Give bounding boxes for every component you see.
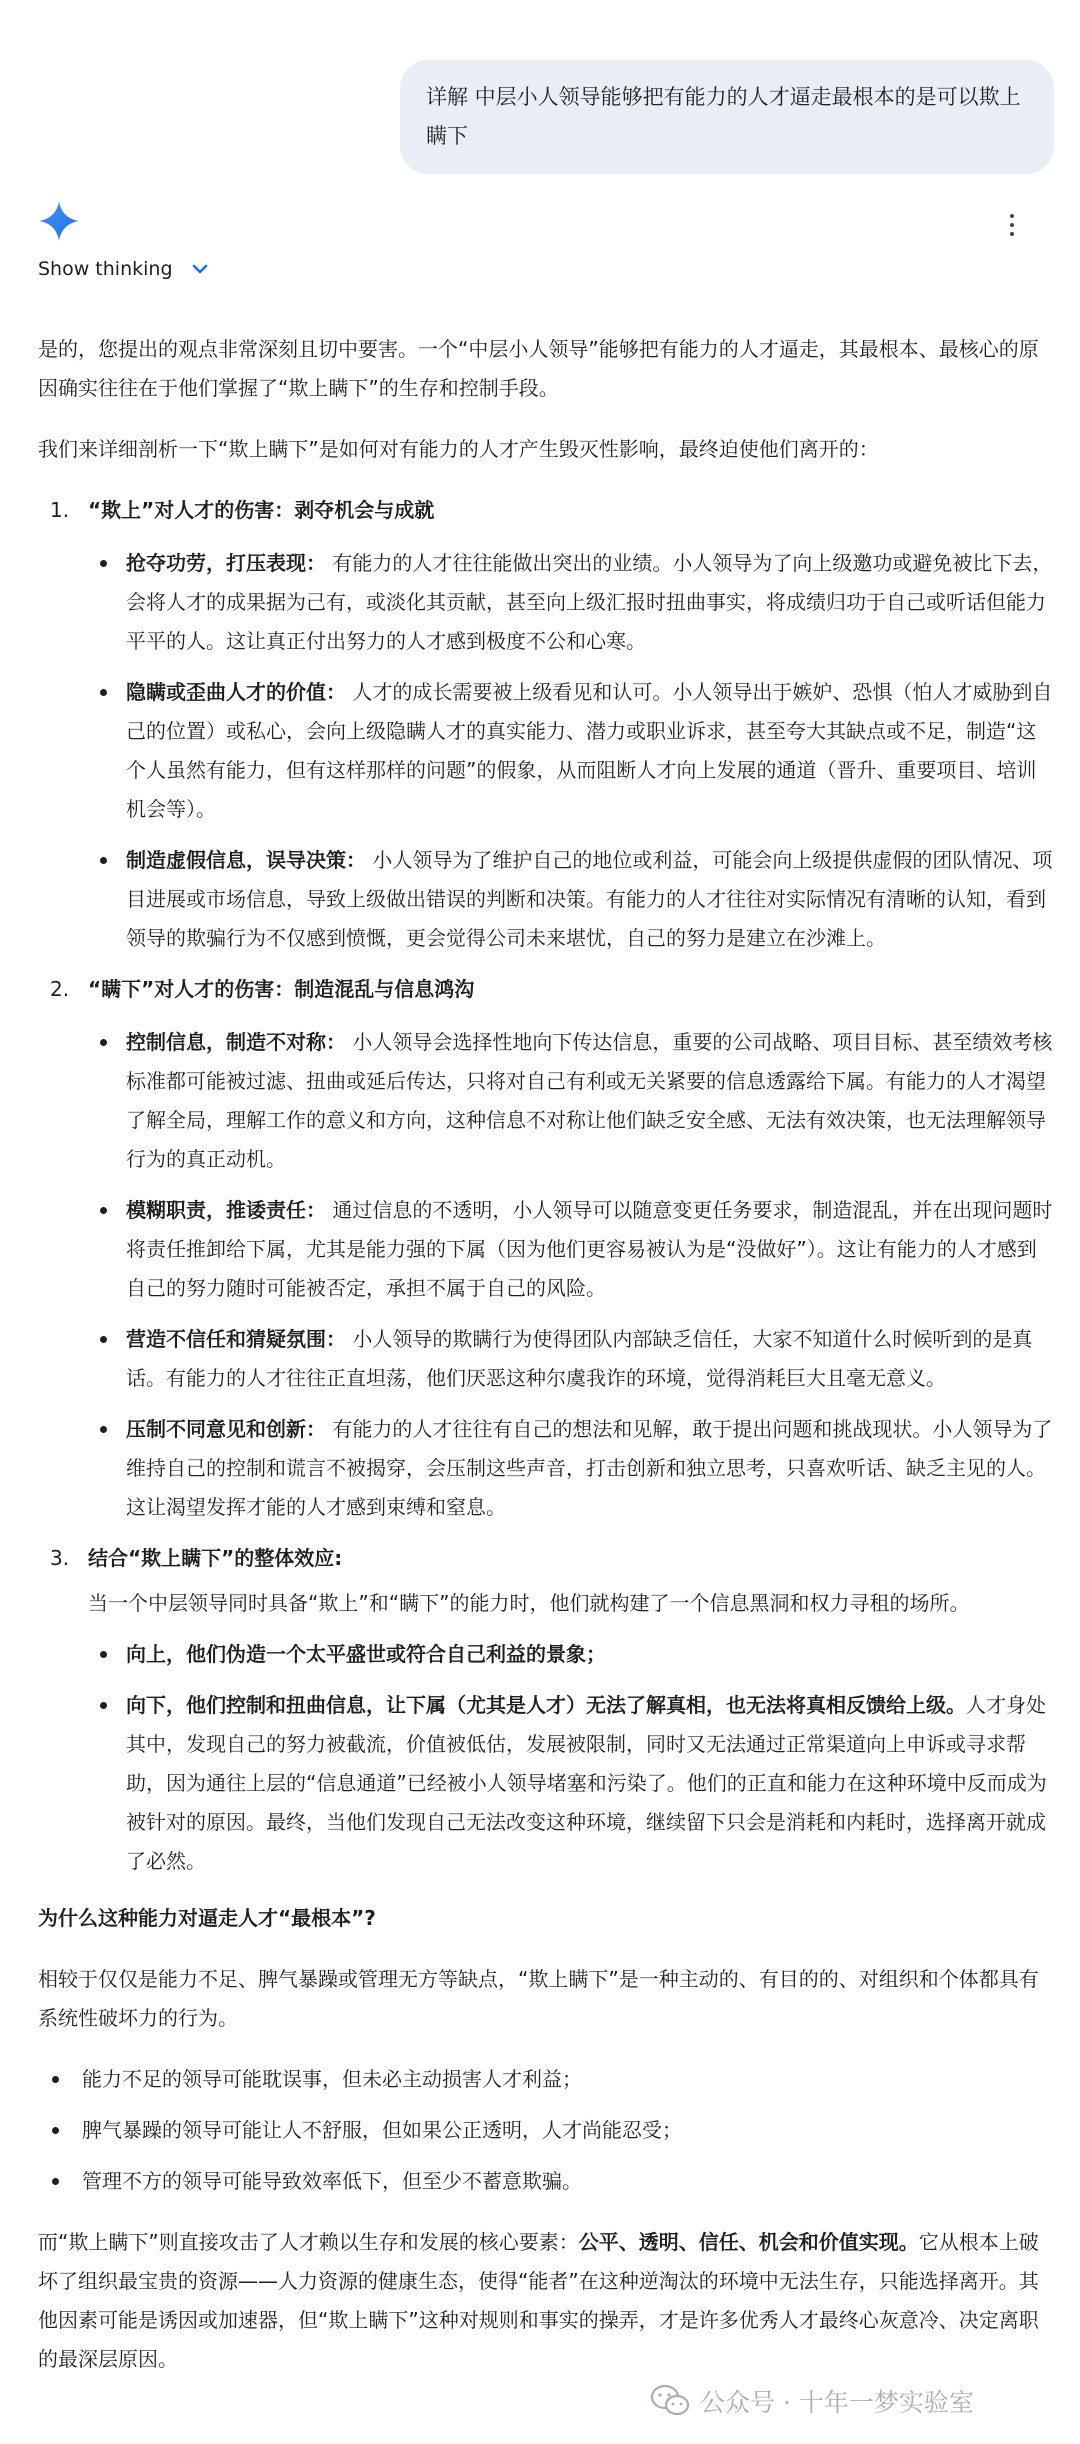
list-item: 脾气暴躁的领导可能让人不舒服，但如果公正透明，人才尚能忍受； bbox=[38, 2111, 1054, 2150]
bullet-text: 有能力的人才往往能做出突出的业绩。小人领导为了向上级邀功或避免被比下去，会将人才的成果据为己有，或淡化其贡献，甚至向上级汇报时扭曲事实，将成绩归功于自己或听话但能力平平的人。这让真正付出努力的人才感到极度不公和心寒。 bbox=[126, 551, 1053, 653]
list-item bbox=[88, 1320, 1054, 1398]
bullet-lead: 向下，他们控制和扭曲信息，让下属（尤其是人才）无法了解真相，也无法将真相反馈给上级。 bbox=[126, 1693, 966, 1717]
bullet-lead: 营造不信任和猜疑氛围： bbox=[126, 1327, 346, 1351]
user-message-bubble bbox=[400, 60, 1054, 174]
section-title: 结合“欺上瞒下”的整体效应: bbox=[88, 1546, 343, 1570]
list-item bbox=[88, 1686, 1054, 1881]
closing-emphasis: 公平、透明、信任、机会和价值实现。 bbox=[578, 2230, 919, 2254]
response-body bbox=[38, 330, 1054, 2401]
show-thinking-toggle[interactable] bbox=[38, 258, 211, 280]
section-title: “欺上”对人才的伤害：剥夺机会与成就 bbox=[88, 498, 435, 522]
bullet-text: 人才的成长需要被上级看见和认可。小人领导出于嫉妒、恐惧（怕人才威胁到自己的位置）或私心，会向上级隐瞒人才的真实能力、潜力或职业诉求，甚至夸大其缺点或不足，制造“这个人虽然有能力，但有这样那样的问题”的假象，从而阻断人才向上发展的通道（晋升、重要项目、培训机会等）。 bbox=[126, 680, 1053, 821]
list-number: 3. bbox=[50, 1546, 70, 1570]
bullet-lead: 压制不同意见和创新： bbox=[126, 1417, 326, 1441]
closing-paragraph bbox=[38, 2223, 1054, 2379]
watermark bbox=[650, 2383, 974, 2419]
bullet-lead: 控制信息，制造不对称： bbox=[126, 1030, 346, 1054]
list-item bbox=[38, 970, 1054, 1527]
bullet-text: 有能力的人才往往有自己的想法和见解，敢于提出问题和挑战现状。小人领导为了维持自己的控制和谎言不被揭穿，会压制这些声音，打击创新和独立思考，只喜欢听话、缺乏主见的人。这让渴望发挥才能的人才感到束缚和窒息。 bbox=[126, 1417, 1053, 1519]
why-heading: 为什么这种能力对逼走人才“最根本”? bbox=[38, 1906, 376, 1930]
watermark-text: 公众号 · 十年一梦实验室 bbox=[700, 2388, 974, 2417]
more-options-icon[interactable] bbox=[1000, 210, 1024, 240]
list-item bbox=[88, 841, 1054, 958]
list-item bbox=[88, 1410, 1054, 1527]
bullet-text: 小人领导会选择性地向下传达信息，重要的公司战略、项目目标、甚至绩效考核标准都可能被过滤、扭曲或延后传达，只将对自己有利或无关紧要的信息透露给下属。有能力的人才渴望了解全局，理解工作的意义和方向，这种信息不对称让他们缺乏安全感、无法有效决策，也无法理解领导行为的真正动机。 bbox=[126, 1030, 1053, 1171]
list-item bbox=[88, 673, 1054, 829]
section-title: “瞒下”对人才的伤害：制造混乱与信息鸿沟 bbox=[88, 977, 475, 1001]
list-item bbox=[88, 544, 1054, 661]
bullet-lead: 抢夺功劳，打压表现： bbox=[126, 551, 326, 575]
list-item: 管理不方的领导可能导致效率低下，但至少不蓄意欺骗。 bbox=[38, 2162, 1054, 2201]
list-item bbox=[88, 1635, 1054, 1674]
intro-paragraph: 我们来详细剖析一下“欺上瞒下”是如何对有能力的人才产生毁灭性影响，最终迫使他们离开的： bbox=[38, 437, 879, 461]
list-item: 能力不足的领导可能耽误事，但未必主动损害人才利益； bbox=[38, 2060, 1054, 2099]
list-item bbox=[38, 491, 1054, 958]
gemini-sparkle-icon bbox=[38, 200, 80, 242]
list-item bbox=[88, 1023, 1054, 1179]
closing-text: 而“欺上瞒下”则直接攻击了人才赖以生存和发展的核心要素： bbox=[38, 2230, 579, 2254]
analysis-list bbox=[38, 491, 1054, 1881]
bullet-lead: 模糊职责，推诿责任： bbox=[126, 1198, 326, 1222]
bullet-text: 小人领导的欺瞒行为使得团队内部缺乏信任，大家不知道什么时候听到的是真话。有能力的人才往往正直坦荡，他们厌恶这种尔虞我诈的环境，觉得消耗巨大且毫无意义。 bbox=[126, 1327, 1033, 1390]
intro-paragraph: 是的，您提出的观点非常深刻且切中要害。一个“中层小人领导”能够把有能力的人才逼走，其最根本、最核心的原因确实往往在于他们掌握了“欺上瞒下”的生存和控制手段。 bbox=[38, 337, 1039, 400]
why-list bbox=[38, 2060, 1054, 2201]
list-item bbox=[88, 1191, 1054, 1308]
chevron-down-icon bbox=[189, 258, 211, 280]
bullet-lead: 隐瞒或歪曲人才的价值： bbox=[126, 680, 346, 704]
bullet-lead: 向上，他们伪造一个太平盛世或符合自己利益的景象； bbox=[126, 1642, 606, 1666]
show-thinking-label: Show thinking bbox=[38, 258, 173, 280]
user-message-text: 详解 中层小人领导能够把有能力的人才逼走最根本的是可以欺上瞒下 bbox=[426, 85, 1021, 148]
why-intro: 相较于仅仅是能力不足、脾气暴躁或管理无方等缺点，“欺上瞒下”是一种主动的、有目的的、对组织和个体都具有系统性破坏力的行为。 bbox=[38, 1967, 1039, 2030]
section-intro: 当一个中层领导同时具备“欺上”和“瞒下”的能力时，他们就构建了一个信息黑洞和权力寻租的场所。 bbox=[88, 1591, 970, 1615]
bullet-text: 通过信息的不透明，小人领导可以随意变更任务要求，制造混乱，并在出现问题时将责任推卸给下属，尤其是能力强的下属（因为他们更容易被认为是“没做好”）。这让有能力的人才感到自己的努力随时可能被否定，承担不属于自己的风险。 bbox=[126, 1198, 1053, 1300]
list-item bbox=[38, 1539, 1054, 1881]
list-number: 2. bbox=[50, 977, 70, 1001]
closing-text: 它从根本上破坏了组织最宝贵的资源——人力资源的健康生态，使得“能者”在这种逆淘汰的环境中无法生存，只能选择离开。其他因素可能是诱因或加速器，但“欺上瞒下”这种对规则和事实的操弄，才是许多优秀人才最终心灰意冷、决定离职的最深层原因。 bbox=[38, 2230, 1039, 2371]
wechat-icon bbox=[650, 2384, 690, 2418]
list-number: 1. bbox=[50, 498, 70, 522]
bullet-text: 人才身处其中，发现自己的努力被截流，价值被低估，发展被限制，同时又无法通过正常渠道向上申诉或寻求帮助，因为通往上层的“信息通道”已经被小人领导堵塞和污染了。他们的正直和能力在这种环境中反而成为被针对的原因。最终，当他们发现自己无法改变这种环境，继续留下只会是消耗和内耗时，选择离开就成了必然。 bbox=[126, 1693, 1047, 1873]
bullet-lead: 制造虚假信息，误导决策： bbox=[126, 848, 366, 872]
bullet-text: 小人领导为了维护自己的地位或利益，可能会向上级提供虚假的团队情况、项目进展或市场信息，导致上级做出错误的判断和决策。有能力的人才往往对实际情况有清晰的认知，看到领导的欺骗行为不仅感到愤慨，更会觉得公司未来堪忧，自己的努力是建立在沙滩上。 bbox=[126, 848, 1053, 950]
